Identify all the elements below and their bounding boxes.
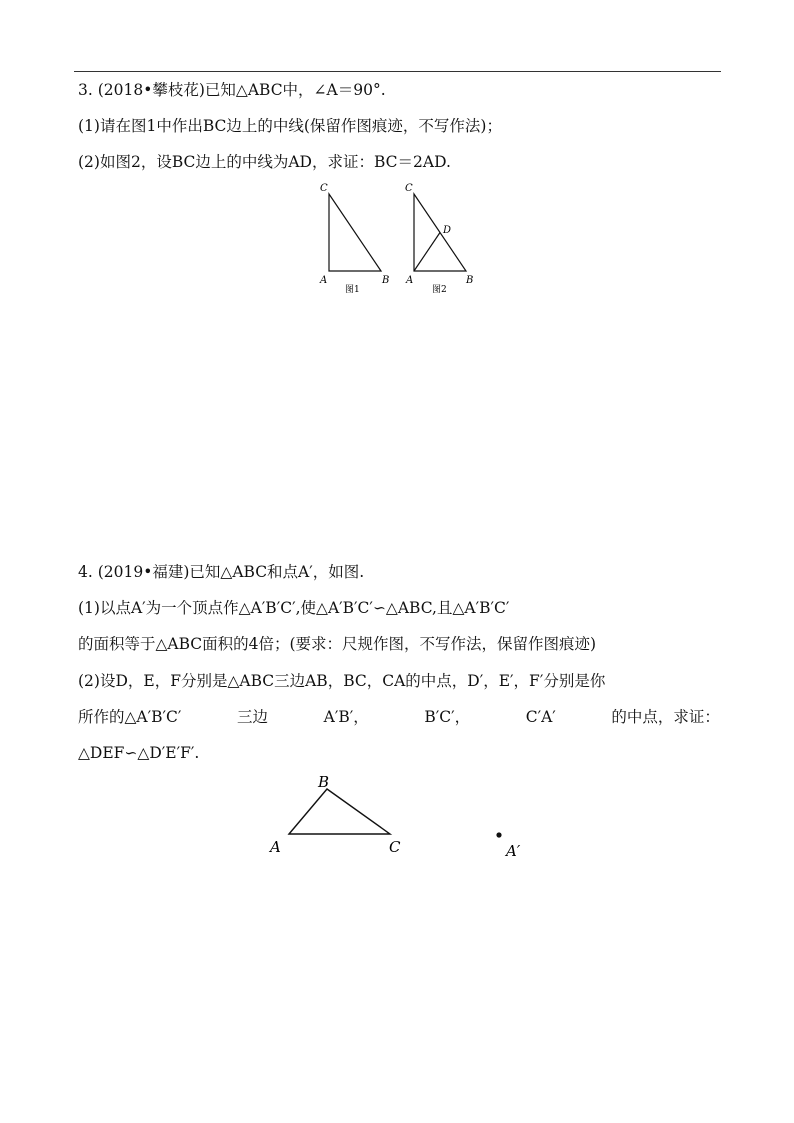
figure-1-caption: 图1 (345, 285, 360, 295)
figure-1 (319, 183, 389, 295)
line-2-segment: A′B′， (323, 708, 369, 726)
line-2-segment: 所作的△A′B′C′ (78, 708, 182, 726)
line-2-segment: C′A′ (525, 708, 556, 726)
label-a: A (270, 838, 281, 856)
problem-4-part-2-line-2 (78, 707, 720, 727)
problem-3-part-2: (2)如图2，设BC边上的中线为AD，求证：BC＝2AD. (78, 153, 451, 171)
problem-4-part-1-line-2: 的面积等于△ABC面积的4倍；(要求：尺规作图，不写作法，保留作图痕迹) (78, 635, 597, 653)
point-a-prime (496, 832, 501, 837)
problem-3-part-1: (1)请在图1中作出BC边上的中线(保留作图痕迹，不写作法)； (78, 117, 502, 135)
figure-2-caption: 图2 (432, 285, 447, 295)
problem-4-part-2-line-3: △DEF∽△D′E′F′. (78, 744, 200, 762)
problem-4-figure (260, 770, 540, 870)
figure-1-triangle (329, 194, 381, 271)
figure-1-label-a: A (320, 275, 328, 286)
figure-2-label-a: A (406, 275, 414, 286)
triangle-abc (289, 789, 390, 834)
line-2-segment: 三边 (237, 708, 269, 726)
figure-1-label-b: B (382, 275, 390, 286)
problem-4-heading: 4. (2019•福建)已知△ABC和点A′，如图. (78, 563, 365, 581)
figure-1-label-c: C (320, 183, 328, 194)
label-a-prime: A′ (506, 842, 521, 860)
label-b: B (318, 773, 330, 791)
figure-2-label-c: C (405, 183, 413, 194)
figure-2-label-d: D (443, 225, 452, 236)
figure-2-label-b: B (466, 275, 474, 286)
figure-2 (405, 183, 473, 295)
header-rule (74, 71, 721, 72)
line-2-segment: 的中点，求证： (611, 708, 720, 726)
problem-4-part-1-line-1: (1)以点A′为一个顶点作△A′B′C′,使△A′B′C′∽△ABC,且△A′B′C′ (78, 599, 510, 617)
label-c: C (389, 838, 401, 856)
problem-3-figures (300, 176, 500, 300)
problem-3-heading: 3. (2018•攀枝花)已知△ABC中，∠A＝90°. (78, 81, 386, 99)
line-2-segment: B′C′， (424, 708, 471, 726)
figure-2-median-ad (414, 233, 440, 272)
problem-4-part-2-line-1: (2)设D，E，F分别是△ABC三边AB，BC，CA的中点，D′，E′，F′分别是你 (78, 672, 606, 690)
